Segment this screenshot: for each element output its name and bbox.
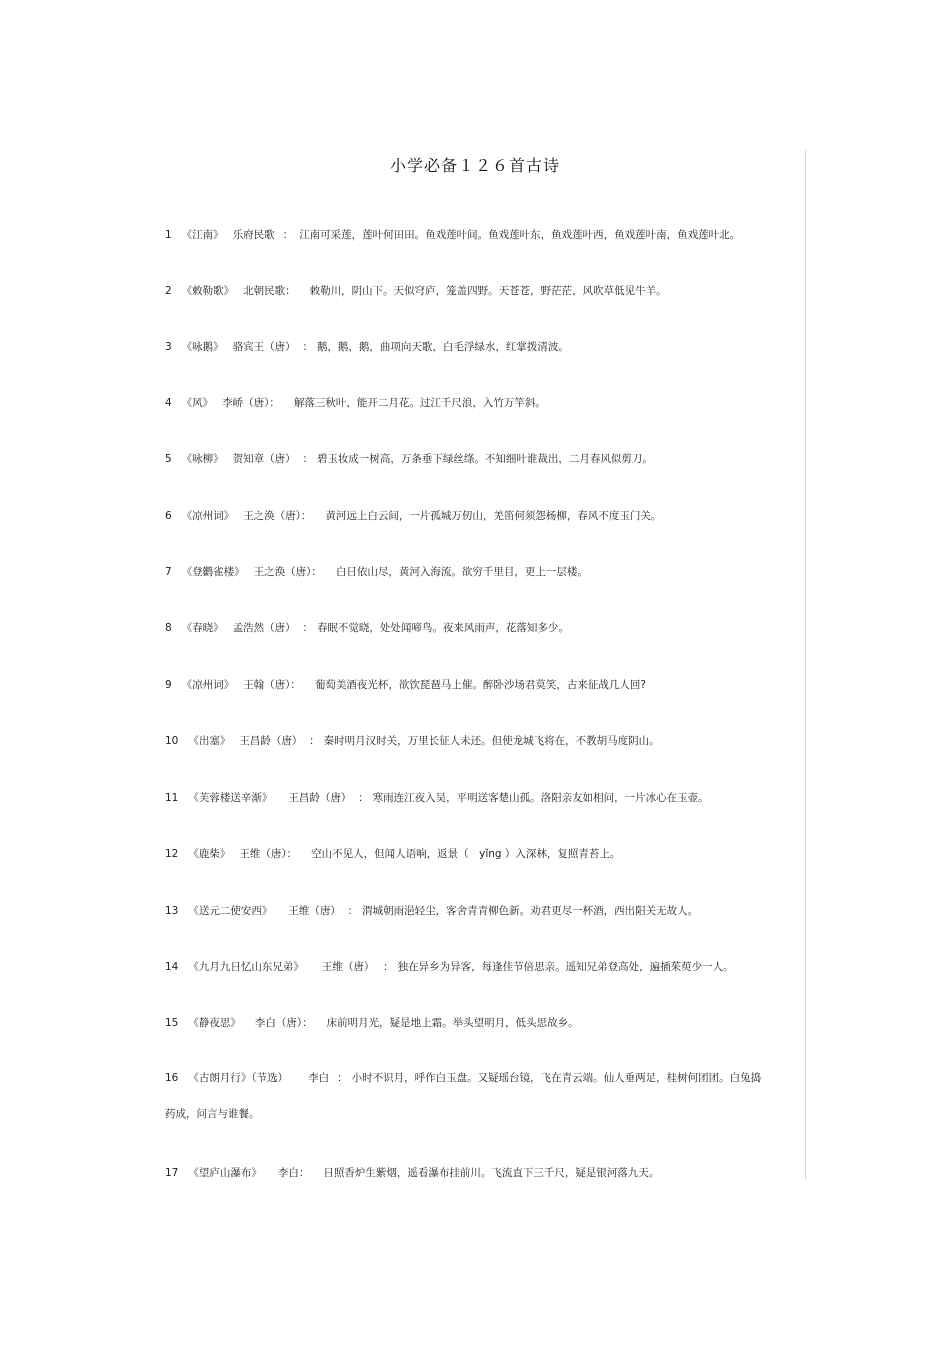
poem-number: 14 bbox=[165, 961, 179, 973]
poem-title: 《敕勒歌》 bbox=[181, 285, 235, 297]
poem-number: 17 bbox=[165, 1167, 179, 1179]
poem-entry-15 bbox=[165, 1015, 579, 1030]
poem-title: 《鹿柴》 bbox=[188, 848, 231, 860]
poem-number: 12 bbox=[165, 848, 179, 860]
poem-title: 《出塞》 bbox=[188, 735, 231, 747]
poem-title: 《凉州词》 bbox=[181, 679, 235, 691]
poem-number: 15 bbox=[165, 1017, 179, 1029]
poem-author: 北朝民歌： bbox=[243, 285, 296, 297]
poem-author: 骆宾王（唐） bbox=[232, 341, 291, 353]
poem-number: 5 bbox=[165, 453, 172, 465]
poem-author: 贺知章（唐） bbox=[232, 453, 291, 465]
poem-title: 《古朗月行》（节选） bbox=[188, 1072, 289, 1084]
poem-author: 王昌龄（唐） bbox=[239, 735, 298, 747]
poem-author: 王昌龄（唐） bbox=[288, 792, 347, 804]
poem-title: 《九月九日忆山东兄弟》 bbox=[188, 961, 304, 973]
poem-entry-7 bbox=[165, 564, 588, 579]
poem-separator: ： bbox=[347, 905, 359, 917]
poem-separator: ： bbox=[302, 622, 313, 634]
poem-title: 《送元二使安西》 bbox=[188, 905, 273, 917]
poem-title: 《静夜思》 bbox=[188, 1017, 241, 1029]
poem-text: 日照香炉生紫烟，遥看瀑布挂前川。飞流直下三千尺，疑是银河落九天。 bbox=[323, 1167, 660, 1179]
poem-entry-3 bbox=[165, 339, 569, 354]
poem-title: 《望庐山瀑布》 bbox=[188, 1167, 262, 1179]
poem-entry-8 bbox=[165, 620, 569, 635]
poem-separator: ： bbox=[309, 735, 320, 747]
poem-separator: ： bbox=[302, 341, 313, 353]
poem-number: 11 bbox=[165, 792, 179, 804]
poem-entry-12 bbox=[165, 846, 620, 861]
poem-text: 碧玉妆成一树高，万条垂下绿丝绦。不知细叶谁裁出，二月春风似剪刀。 bbox=[316, 453, 653, 465]
poem-text: 小时不识月，呼作白玉盘。又疑瑶台镜，飞在青云端。仙人垂两足，桂树何团团。白兔捣药成，问言与谁餐。 bbox=[165, 1072, 762, 1120]
poem-number: 3 bbox=[165, 341, 172, 353]
poem-entry-2 bbox=[165, 283, 667, 298]
poem-text: 秦时明月汉时关，万里长征人未还。但使龙城飞将在，不教胡马度阴山。 bbox=[323, 735, 660, 747]
poem-separator: ： bbox=[282, 229, 294, 241]
poem-text: 鹅，鹅，鹅，曲项向天歌，白毛浮绿水，红掌拨清波。 bbox=[316, 341, 569, 353]
poem-entry-4 bbox=[165, 395, 546, 410]
poem-author: 王之涣（唐）： bbox=[243, 510, 312, 522]
poem-text: 敕勒川，阴山下。天似穹庐，笼盖四野。天苍苍，野茫茫，风吹草低见牛羊。 bbox=[309, 285, 667, 297]
poem-separator: ： bbox=[337, 1072, 348, 1084]
poem-author: 李白（唐）： bbox=[254, 1017, 313, 1029]
poem-number: 1 bbox=[165, 229, 172, 241]
poem-text: 春眠不觉晓，处处闻啼鸟。夜来风雨声，花落知多少。 bbox=[316, 622, 569, 634]
poem-author: 王维（唐） bbox=[321, 961, 370, 973]
poem-author: 王维（唐） bbox=[288, 905, 336, 917]
poem-entry-10 bbox=[165, 733, 660, 748]
poem-author: 王之涣（唐）： bbox=[253, 566, 322, 578]
poem-number: 4 bbox=[165, 397, 172, 409]
poem-text: 葡萄美酒夜光杯，欲饮琵琶马上催。醉卧沙场君莫笑，古来征战几人回? bbox=[314, 679, 647, 691]
poem-entry-6 bbox=[165, 508, 661, 523]
poem-number: 16 bbox=[165, 1072, 179, 1084]
poem-separator: ： bbox=[302, 453, 313, 465]
poem-title: 《春晓》 bbox=[181, 622, 224, 634]
poem-entry-1 bbox=[165, 227, 740, 242]
poem-author: 李白： bbox=[277, 1167, 310, 1179]
poem-entry-17 bbox=[165, 1165, 659, 1180]
poem-entry-9 bbox=[165, 677, 646, 692]
poem-number: 2 bbox=[165, 285, 172, 297]
poem-title: 《风》 bbox=[181, 397, 214, 409]
poem-entry-14 bbox=[165, 959, 734, 974]
poem-number: 6 bbox=[165, 510, 172, 522]
poem-title: 《芙蓉楼送辛渐》 bbox=[188, 792, 273, 804]
poem-text: 寒雨连江夜入吴，平明送客楚山孤。洛阳亲友如相问，一片冰心在玉壶。 bbox=[372, 792, 709, 804]
poem-text: 江南可采莲，莲叶何田田。鱼戏莲叶间。鱼戏莲叶东，鱼戏莲叶西，鱼戏莲叶南，鱼戏莲叶北。 bbox=[299, 229, 741, 241]
poem-entry-16 bbox=[165, 1060, 770, 1132]
poem-author: 李白 bbox=[308, 1072, 330, 1084]
poem-separator: ： bbox=[383, 961, 394, 973]
poem-entry-5 bbox=[165, 451, 653, 466]
poem-text: 床前明月光，疑是地上霜。举头望明月，低头思故乡。 bbox=[326, 1017, 579, 1029]
poem-text: 黄河远上白云间，一片孤城万仞山，羌笛何须怨杨柳，春风不度玉门关。 bbox=[325, 510, 662, 522]
poem-author: 孟浩然（唐） bbox=[232, 622, 291, 634]
poem-number: 10 bbox=[165, 735, 179, 747]
poem-author: 乐府民歌 bbox=[232, 229, 275, 241]
poem-entry-11 bbox=[165, 790, 709, 805]
poem-number: 9 bbox=[165, 679, 172, 691]
poem-title: 《咏鹅》 bbox=[181, 341, 224, 353]
poem-text: 渭城朝雨浥轻尘，客舍青青柳色新。劝君更尽一杯酒，西出阳关无故人。 bbox=[362, 905, 699, 917]
poem-text: 解落三秋叶，能开二月花。过江千尺浪，入竹万竿斜。 bbox=[293, 397, 546, 409]
poem-title: 《凉州词》 bbox=[181, 510, 235, 522]
poem-number: 13 bbox=[165, 905, 179, 917]
poem-text: 独在异乡为异客，每逢佳节倍思亲。遥知兄弟登高处，遍插茱萸少一人。 bbox=[397, 961, 734, 973]
poem-author: 王维（唐）： bbox=[239, 848, 298, 860]
poem-text: 白日依山尽，黄河入海流。欲穷千里目，更上一层楼。 bbox=[335, 566, 588, 578]
poem-number: 7 bbox=[165, 566, 172, 578]
margin-rule bbox=[805, 150, 806, 1180]
poem-text: 空山不见人，但闻人语响，返景（ yǐng ）入深林，复照青苔上。 bbox=[311, 848, 621, 860]
poem-author: 王翰（唐）： bbox=[243, 679, 301, 691]
poem-separator: ： bbox=[358, 792, 369, 804]
page-title: 小学必备１２６首古诗 bbox=[389, 156, 560, 175]
poem-title: 《咏柳》 bbox=[181, 453, 224, 465]
poem-number: 8 bbox=[165, 622, 172, 634]
poem-entry-13 bbox=[165, 903, 698, 918]
poem-title: 《江南》 bbox=[181, 229, 224, 241]
poem-title: 《登鹳雀楼》 bbox=[181, 566, 245, 578]
poem-author: 李峤（唐）： bbox=[222, 397, 280, 409]
